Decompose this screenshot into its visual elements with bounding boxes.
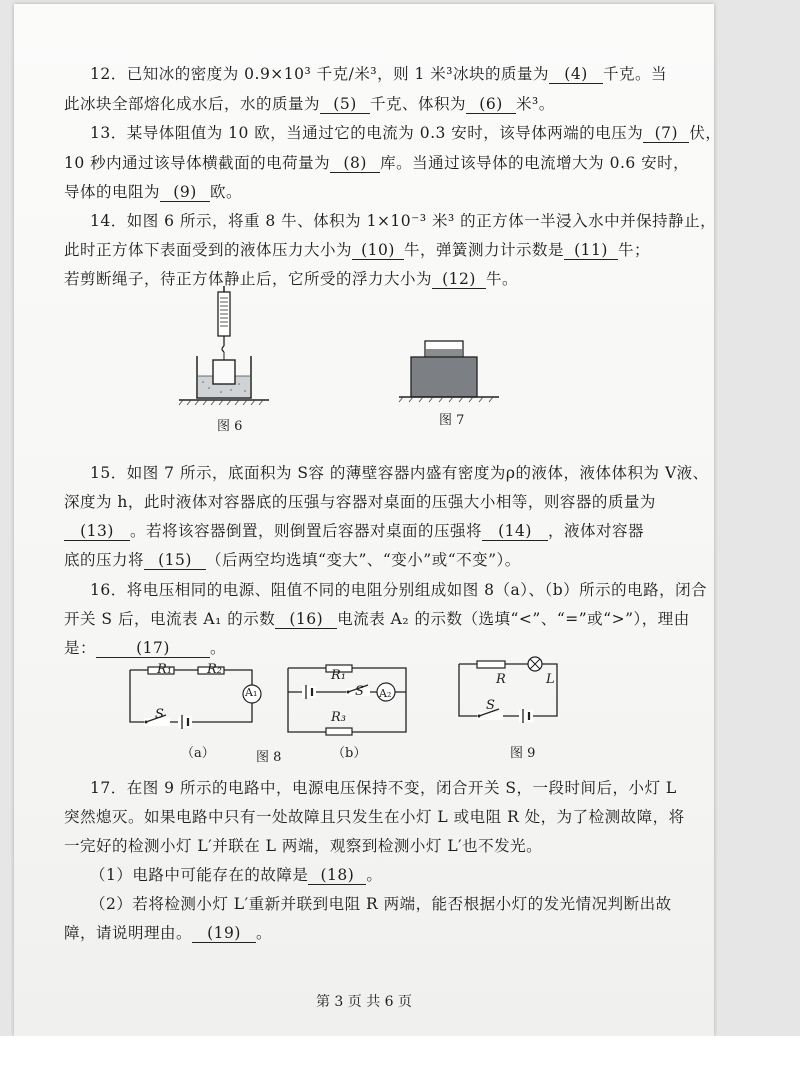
answer-blank-11[interactable]: (11) — [564, 241, 618, 260]
q16-text: 是： — [64, 639, 97, 657]
q14-line-3 — [64, 267, 674, 289]
answer-blank-6[interactable]: (6) — [466, 95, 516, 114]
fig8a-label: （a） — [181, 746, 215, 761]
q17-line-2 — [64, 805, 685, 827]
q17-text: （1）电路中可能存在的故障是 — [90, 866, 309, 884]
q15-line-1 — [90, 461, 709, 483]
q15-line-3 — [64, 519, 674, 541]
q15-text: （后两空均选填“变大”、“变小”或“不变”）。 — [206, 551, 521, 569]
q13-line-1 — [90, 121, 722, 143]
q15-text: 底的压力将 — [64, 551, 145, 569]
q16-text: 电流表 A₂ 的示数（选填“<”、“=”或“>”），理由 — [337, 610, 690, 628]
fig8a-r2-label: R₂ — [207, 662, 222, 677]
q16-text: 开关 S 后，电流表 A₁ 的示数 — [64, 610, 276, 628]
q12-text: 此冰块全部熔化成水后，水的质量为 — [64, 95, 321, 113]
answer-blank-17[interactable]: (17) — [96, 639, 210, 658]
q15-text: ，液体对容器 — [548, 522, 645, 540]
q14-text: 此时正方体下表面受到的液体压力大小为 — [64, 241, 353, 259]
q17-line-1 — [90, 776, 677, 798]
q13-text: 导体的电阻为 — [64, 183, 161, 201]
exam-page — [14, 4, 722, 1036]
answer-blank-18[interactable]: (18) — [308, 866, 366, 885]
answer-blank-14[interactable]: (14) — [482, 522, 548, 541]
q12-line-2 — [64, 92, 674, 114]
q13-line-2 — [64, 151, 690, 173]
q13-line-3 — [64, 180, 674, 202]
ammeter-a2-label: A₂ — [379, 687, 392, 700]
answer-blank-10[interactable]: (10) — [352, 241, 404, 260]
q14-text: 牛； — [618, 241, 651, 259]
q17-line-3 — [64, 834, 674, 856]
figure-8b-circuit — [282, 654, 414, 744]
figure-6 — [169, 286, 279, 411]
q17-text: 一完好的检测小灯 L′并联在 L 两端，观察到检测小灯 L′也不发光。 — [64, 837, 543, 855]
q15-text: 。若将该容器倒置，则倒置后容器对桌面的压强将 — [130, 522, 483, 540]
q13-text: 13．某导体阻值为 10 欧，当通过它的电流为 0.3 安时，该导体两端的电压为 — [90, 124, 644, 142]
answer-blank-5[interactable]: (5) — [320, 95, 370, 114]
answer-blank-16[interactable]: (16) — [275, 610, 337, 629]
q12-line-1 — [90, 62, 674, 84]
answer-blank-19[interactable]: (19) — [192, 924, 256, 943]
answer-blank-9[interactable]: (9) — [160, 183, 210, 202]
q13-text: 库。当通过该导体的电流增大为 0.6 安时， — [380, 154, 690, 172]
q17-text: 。 — [366, 866, 383, 884]
fig8b-switch-label: S — [355, 684, 364, 699]
q17-text: 17．在图 9 所示的电路中，电源电压保持不变，闭合开关 S，一段时间后，小灯 L — [90, 779, 677, 797]
q17-text: 障，请说明理由。 — [64, 924, 193, 942]
answer-blank-12[interactable]: (12) — [432, 270, 486, 289]
q17-line-5 — [90, 892, 674, 914]
q14-line-1 — [90, 209, 717, 231]
q17-text: 突然熄灭。如果电路中只有一处故障且只发生在小灯 L 或电阻 R 处，为了检测故障，将 — [64, 808, 685, 826]
q12-text: 米³。 — [516, 95, 555, 113]
photo-background — [0, 1036, 800, 1067]
page-footer: 第 3 页 共 6 页 — [315, 994, 413, 1010]
q15-line-2 — [64, 490, 674, 512]
q17-line-4 — [90, 863, 674, 885]
figure-9-circuit — [449, 654, 569, 729]
fig8a-r1-label: R₁ — [157, 662, 172, 677]
answer-blank-15[interactable]: (15) — [144, 551, 206, 570]
answer-blank-13[interactable]: (13) — [64, 522, 130, 541]
ammeter-a1-label: A₁ — [245, 686, 258, 699]
q13-text: 欧。 — [210, 183, 243, 201]
fig9-r-label: R — [496, 672, 506, 687]
q14-text: 14．如图 6 所示，将重 8 牛、体积为 1×10⁻³ 米³ 的正方体一半浸入水中并保持静止， — [90, 212, 717, 230]
answer-blank-7[interactable]: (7) — [643, 124, 689, 143]
q16-line-2 — [64, 607, 690, 629]
q15-text: 15．如图 7 所示，底面积为 S容 的薄壁容器内盛有密度为ρ的液体，液体体积为 V液、 — [90, 464, 709, 482]
q17-text: （2）若将检测小灯 L′重新并联到电阻 R 两端，能否根据小灯的发光情况判断出故 — [90, 895, 672, 913]
answer-blank-4[interactable]: (4) — [549, 65, 603, 84]
fig9-l-label: L — [546, 672, 555, 687]
fig8b-r1-label: R₁ — [331, 668, 346, 683]
q13-text: 伏， — [689, 124, 722, 142]
fig9-switch-label: S — [486, 698, 495, 713]
q16-line-1 — [90, 578, 708, 600]
q16-text: 16．将电压相同的电源、阻值不同的电阻分别组成如图 8（a）、（b）所示的电路，闭合 — [90, 581, 708, 599]
q14-line-2 — [64, 238, 674, 260]
figure-6-caption: 图 6 — [217, 419, 243, 434]
figure-7-caption: 图 7 — [439, 413, 465, 428]
q13-text: 10 秒内通过该导体横截面的电荷量为 — [64, 154, 331, 172]
figure-9-caption: 图 9 — [510, 746, 536, 761]
answer-blank-8[interactable]: (8) — [330, 154, 380, 173]
q14-text: 牛，弹簧测力计示数是 — [404, 241, 565, 259]
fig8a-switch-label: S — [155, 707, 164, 722]
fig8b-label: （b） — [332, 746, 367, 761]
figure-8-caption: 图 8 — [256, 750, 282, 765]
q12-text: 千克。当 — [603, 65, 668, 83]
q12-text: 千克、体积为 — [370, 95, 467, 113]
q15-text: 深度为 h，此时液体对容器底的压强与容器对桌面的压强大小相等，则容器的质量为 — [64, 493, 656, 511]
fig8b-r3-label: R₃ — [331, 710, 346, 725]
q14-text: 若剪断绳子，待正方体静止后，它所受的浮力大小为 — [64, 270, 433, 288]
figure-7 — [399, 329, 509, 404]
q16-text: 。 — [210, 639, 227, 657]
q17-text: 。 — [256, 924, 273, 942]
q17-line-6 — [64, 921, 674, 943]
q12-text: 12．已知冰的密度为 0.9×10³ 千克/米³，则 1 米³冰块的质量为 — [90, 65, 550, 83]
q15-line-4 — [64, 548, 674, 570]
q14-text: 牛。 — [486, 270, 519, 288]
figure-8a-circuit — [122, 658, 262, 738]
